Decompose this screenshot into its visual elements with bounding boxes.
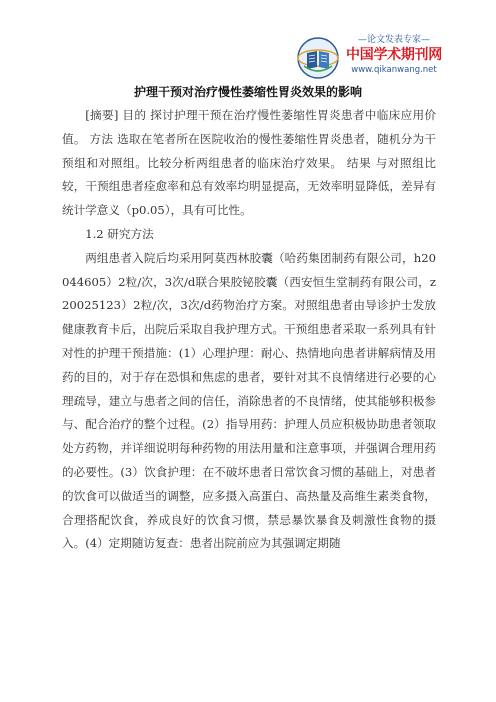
document-body (62, 104, 436, 556)
section-heading: 1.2 研究方法 (85, 226, 154, 241)
logo-text (342, 34, 446, 76)
logo-url[interactable]: www.qikanwang.net (351, 65, 437, 75)
document-title: 护理干预对治疗慢性萎缩性胃炎效果的影响 (133, 85, 362, 99)
book-globe-icon (296, 36, 340, 80)
abstract-paragraph: [摘要] 目的 探讨护理干预在治疗慢性萎缩性胃炎患者中临床应用价值。 方法 选取在笔者所在医院收治的慢性萎缩性胃炎患者，随机分为干预组和对照组。比较分析两组患者的临床治疗效果。 结果 与对照组比较，干预组患者痊愈率和总有效率均明显提高，无效率明显降低，差异有统计学意义（p0.05），具有可比性。 (62, 108, 436, 218)
logo-name: 中国学术期刊网 (346, 47, 442, 63)
site-logo (296, 34, 446, 86)
logo-slogan: —论文发表专家— (357, 35, 430, 45)
body-paragraph: 两组患者入院后均采用阿莫西林胶囊（哈药集团制药有限公司，h20044605）2粒/次，3次/d联合果胶铋胶囊（西安恒生堂制药有限公司，z20025123）2粒/次，3次/d药物治疗方案。对照组患者由导诊护士发放健康教育卡后，出院后采取自我护理方式。干预组患者采取一系列具有针对性的护理干预措施：(1）心理护理：耐心、热情地向患者讲解病情及用药的目的，对于存在恐惧和焦虑的患者，要针对其不良情绪进行必要的心理疏导，建立与患者之间的信任，消除患者的不良情绪，使其能够积极参与、配合治疗的整个过程。(2）指导用药：护理人员应积极协助患者领取处方药物，并详细说明每种药物的用法用量和注意事项，并强调合理用药的必要性。(3）饮食护理：在不破坏患者日常饮食习惯的基础上，对患者的饮食可以做适当的调整，应多摄入高蛋白、高热量及高维生素类食物，合理搭配饮食，养成良好的饮食习惯，禁忌暴饮暴食及刺激性食物的摄入。(4）定期随访复查：患者出院前应为其强调定期随 (62, 250, 436, 551)
